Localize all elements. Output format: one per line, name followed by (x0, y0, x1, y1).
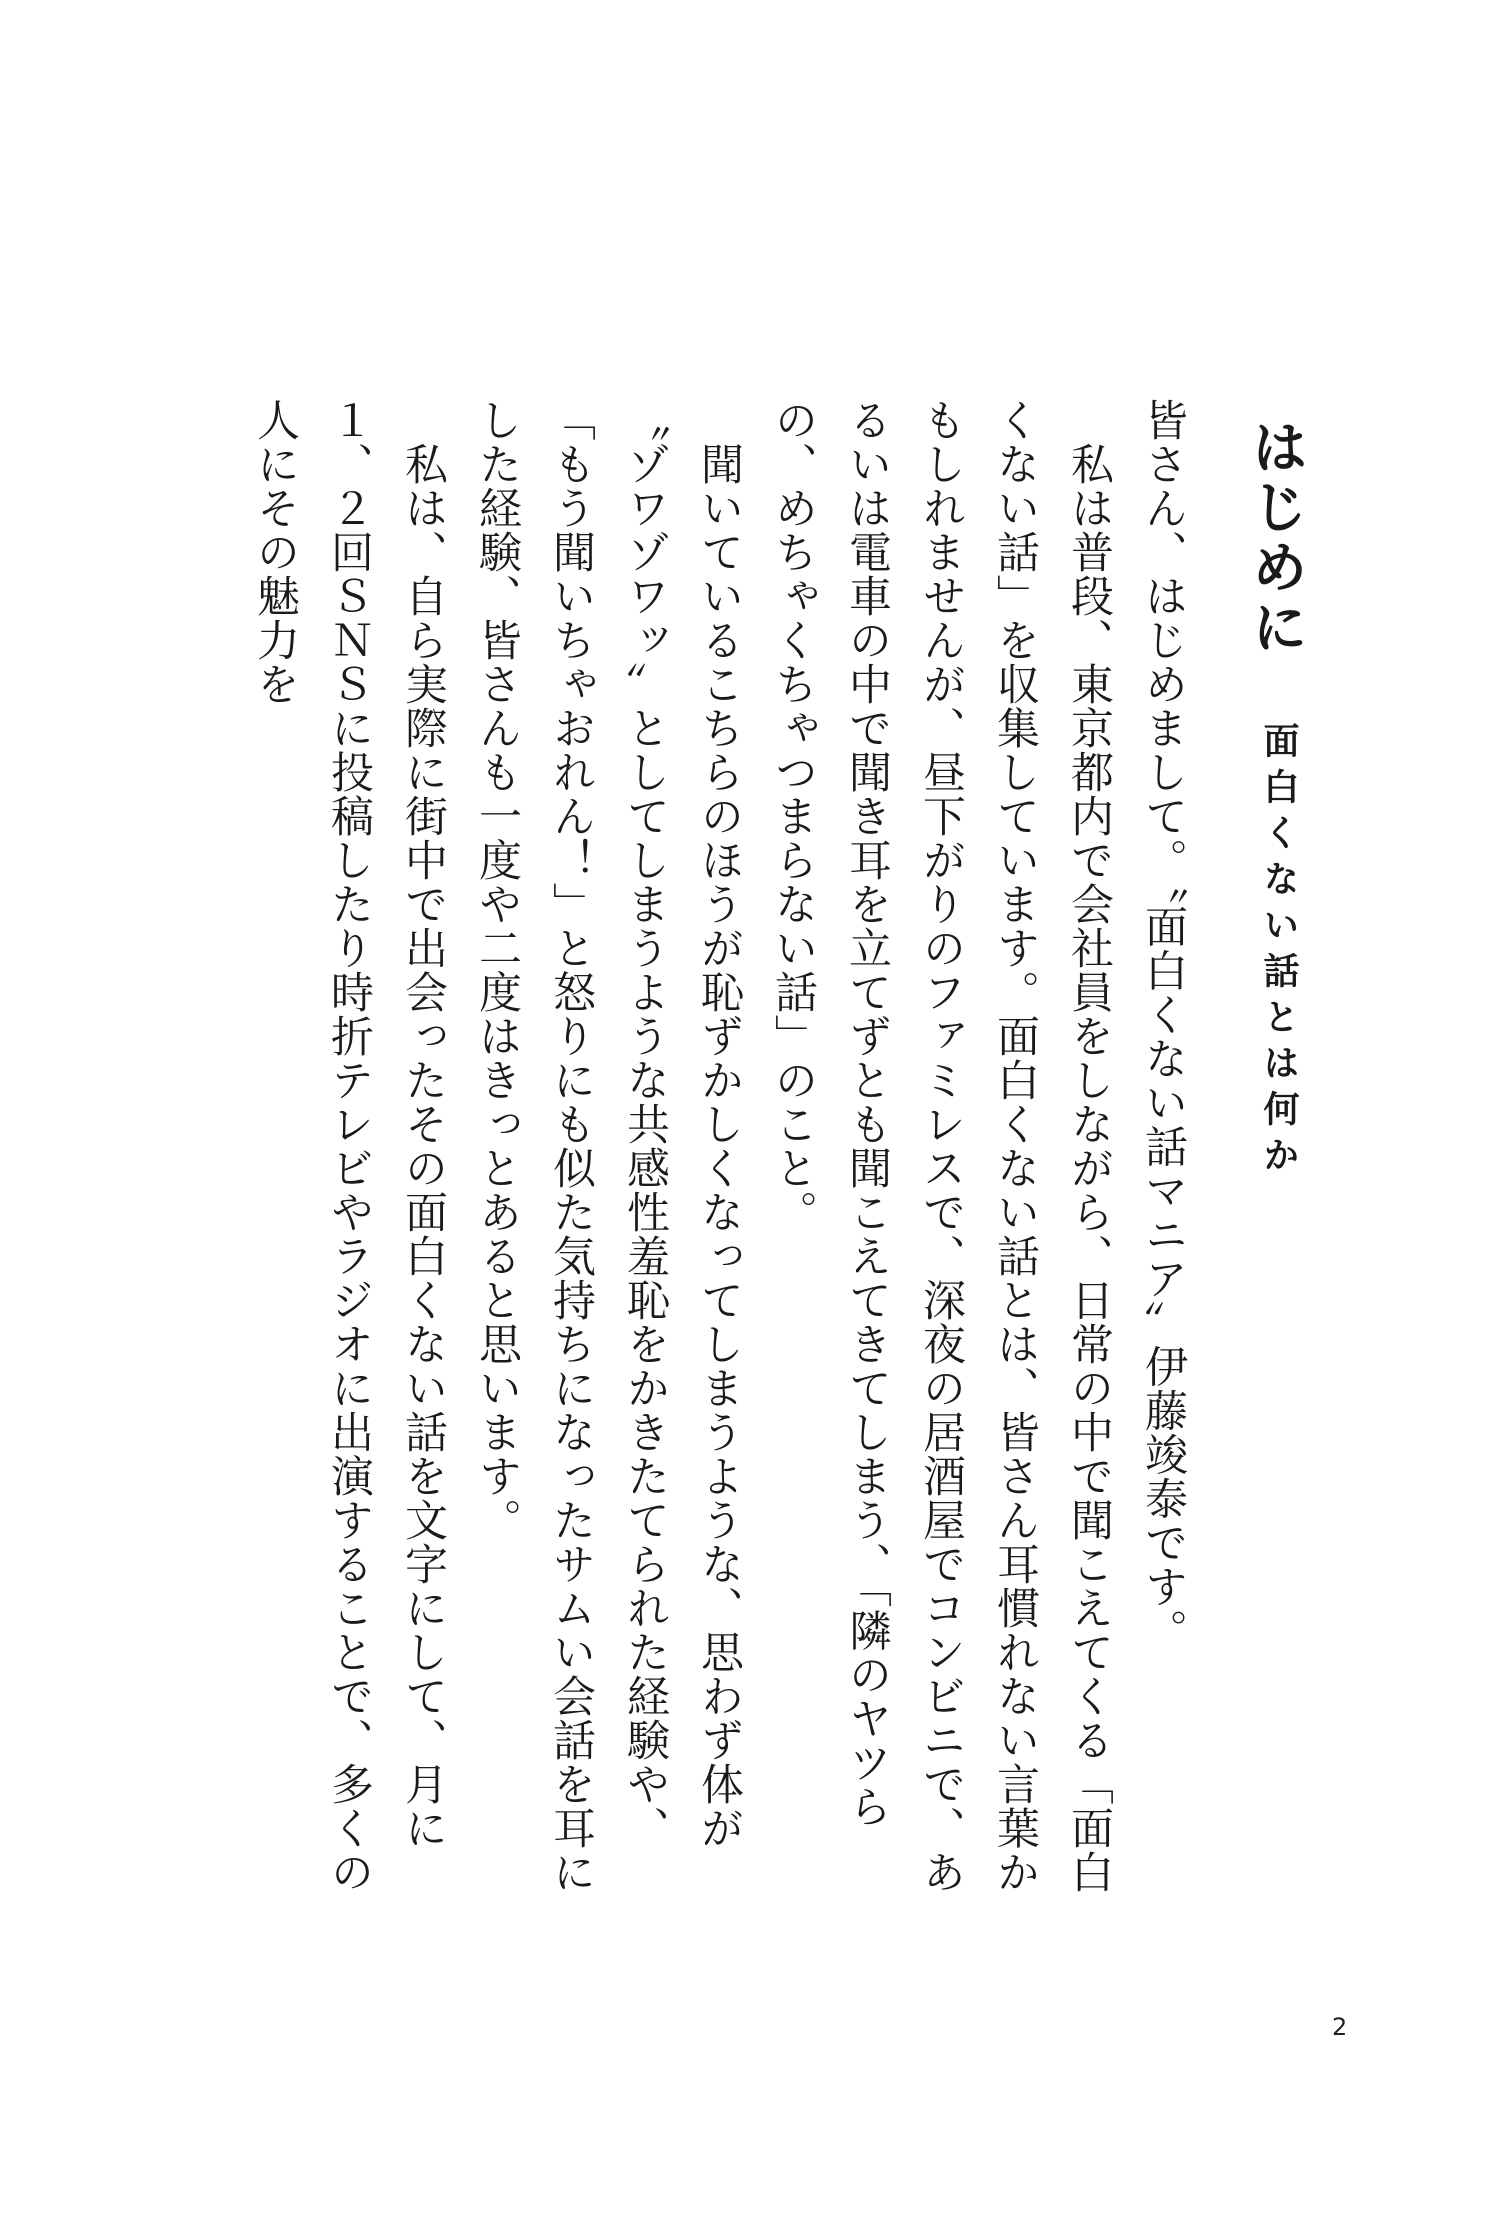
page-number: 2 (1332, 2013, 1348, 2041)
chapter-subtitle: 面白くない話とは何か (1258, 722, 1299, 1182)
chapter-title: はじめに (1243, 418, 1308, 658)
paragraph-experience: 聞いているこちらのほうが恥ずかしくなってしまうような、思わず体が〝ゾワゾワッ〟としてしまうような共感性羞恥をかきたてられた経験や、「もう聞いちゃおれん！」と怒りにも似た気持ちになったサムい会話を耳にした経験、皆さんも一度や二度はきっとあると思います。 (472, 398, 744, 1894)
paragraph-activity: 私は、自ら実際に街中で出会ったその面白くない話を文字にして、月に１、２回ＳＮＳに投稿したり時折テレビやラジオに出演することで、多くの人にその魅力を (250, 398, 448, 1894)
body-text (210, 398, 1200, 1898)
paragraph-intro: 私は普段、東京都内で会社員をしながら、日常の中で聞こえてくる「面白くない話」を収集しています。面白くない話とは、皆さん耳慣れない言葉かもしれませんが、昼下がりのファミレスで、深夜の居酒屋でコンビニで、あるいは電車の中で聞き耳を立てずとも聞こえてきてしまう、「隣のヤツらの、めちゃくちゃつまらない話」のこと。 (768, 398, 1114, 1894)
paragraph-greeting: 皆さん、はじめまして。〝面白くない話マニア〟伊藤竣泰です。 (1138, 398, 1188, 1653)
